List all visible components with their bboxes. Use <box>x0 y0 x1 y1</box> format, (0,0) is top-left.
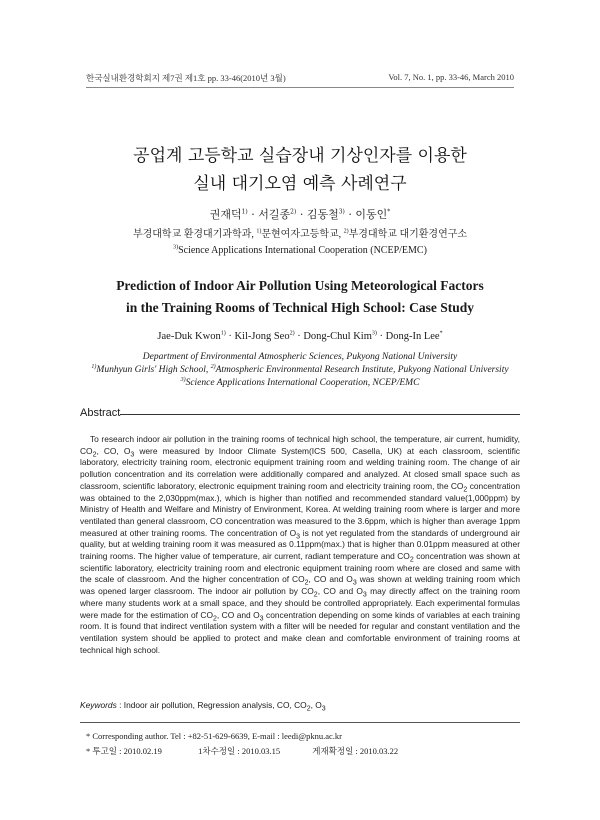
english-author-name: Jae-Duk Kwon <box>157 331 221 342</box>
author-separator: · <box>296 208 307 221</box>
affiliation-mark: 2) <box>343 228 349 235</box>
subscript: 2 <box>304 580 309 588</box>
author-mark: 3) <box>338 208 345 216</box>
korean-affiliation-line-1 <box>0 227 600 243</box>
accepted-date: 게재확정일 : 2010.03.22 <box>312 746 399 756</box>
subscript: 2 <box>306 705 311 713</box>
author-separator: · <box>294 331 304 342</box>
revised-date: 1차수정일 : 2010.03.15 <box>198 746 281 756</box>
submission-dates-footnote <box>86 745 398 757</box>
subscript: 3 <box>259 615 264 623</box>
keywords-label: Keywords <box>80 700 117 710</box>
subscript: 3 <box>362 591 367 599</box>
korean-title-line-2: 실내 대기오염 예측 사례연구 <box>193 174 407 194</box>
korean-authors <box>0 206 600 222</box>
abstract-heading <box>80 407 520 421</box>
abstract-text: may directly affect on the training room where many students work at a small space, and they should be controlled appropriately. Each experimental formulas were made for the estimation of CO <box>80 586 521 620</box>
abstract-text: , CO and O <box>308 574 353 585</box>
author-mark: 2) <box>290 208 297 216</box>
english-author-name: Dong-Chul Kim <box>303 331 372 342</box>
subscript: 2 <box>313 591 318 599</box>
affiliation-text: Science Applications International Cooperation, NCEP/EMC <box>185 378 420 388</box>
korean-affiliation-line-2 <box>0 243 600 259</box>
subscript: 3 <box>296 533 301 541</box>
english-affiliation-line-1: Department of Environmental Atmospheric Sciences, Pukyong National University <box>142 352 458 362</box>
abstract-divider <box>120 414 520 415</box>
english-author-name: Kil-Jong Seo <box>234 331 290 342</box>
author-mark: 2) <box>289 330 295 337</box>
abstract-text: is not yet regulated from the standards of underground air quality, but at welding training room it was measured as 0.11ppm(max.) that is higher than 0.01ppm measured at other training rooms. The higher value of temperature, air current, radiant temperature and CO <box>80 527 520 562</box>
abstract-text: was shown at welding training room which was opened larger classroom. The indoor air pollution by CO <box>80 574 520 597</box>
subscript: 2 <box>463 486 468 494</box>
author-mark: * <box>439 330 443 337</box>
korean-title <box>0 142 600 198</box>
author-separator: · <box>376 331 386 342</box>
korean-title-line-1: 공업계 고등학교 실습장내 기상인자를 이용한 <box>133 146 467 166</box>
subscript: 2 <box>212 615 217 623</box>
footnote-divider <box>80 722 520 723</box>
affiliation-mark: 1) <box>91 363 97 370</box>
received-date: * 투고일 : 2010.02.19 <box>86 746 162 756</box>
korean-author-name: 이동인 <box>355 208 388 221</box>
subscript: 2 <box>92 451 97 459</box>
english-affiliation-line-3 <box>0 377 600 390</box>
affiliation-text: 부경대학교 환경대기과학과, <box>132 229 257 240</box>
affiliation-text: 부경대학교 대기환경연구소 <box>348 229 468 240</box>
corresponding-author-footnote: * Corresponding author. Tel : +82-51-629-6639, E-mail : leedi@pknu.ac.kr <box>86 731 342 741</box>
abstract-text: concentration was obtained to the 2,030ppm(max.), which is higher than notified and recommended standard value(1,000ppm) by Ministry of Health and Welfare and Ministry of Environment, Korea. At welding training room where is larger and more ventilated than general classroom, CO concentration was measured to the 3.6ppm, which is higher than average 1ppm measured at other training rooms. The concentration of O <box>80 480 520 538</box>
abstract-text: were measured by Indoor Climate System(ICS 500, Casella, UK) at each classroom, scientific laboratory, electricity training room, electronic equipment training room and welding training room. The change of air pollution concentration and its correlation were additionally compared and analyzed. At closed small space such as classroom, scientific laboratory, electronic equipment training room and electricity training room, the CO <box>80 445 520 491</box>
korean-author-name: 김동철 <box>306 208 339 221</box>
affiliation-text: 문현여자고등학교, <box>261 229 344 240</box>
affiliation-text: Atmospheric Environmental Research Institute, Pukyong National University <box>215 365 509 375</box>
english-author-name: Dong-In Lee <box>385 331 440 342</box>
subscript: 2 <box>409 556 414 564</box>
abstract-text: , CO and O <box>216 609 260 620</box>
abstract-label: Abstract <box>80 407 123 419</box>
korean-author-name: 권재덕 <box>209 208 242 221</box>
english-affiliations <box>0 351 600 390</box>
author-mark: 1) <box>220 330 226 337</box>
english-title <box>0 275 600 319</box>
english-title-line-1: Prediction of Indoor Air Pollution Using Meteorological Factors <box>116 278 484 293</box>
journal-header-korean: 한국실내환경학회지 제7권 제1호 pp. 33-46(2010년 3월) <box>86 73 286 83</box>
affiliation-text: Science Applications International Cooperation (NCEP/EMC) <box>178 245 427 256</box>
affiliation-mark: 1) <box>256 228 262 235</box>
keywords-text: , O <box>310 700 322 710</box>
korean-author-name: 서길종 <box>258 208 291 221</box>
keywords <box>80 700 520 713</box>
english-title-line-2: in the Training Rooms of Technical High School: Case Study <box>126 300 474 315</box>
english-affiliation-line-2 <box>0 364 600 377</box>
author-separator: · <box>247 208 259 221</box>
subscript: 3 <box>130 451 135 459</box>
author-mark: 3) <box>371 330 377 337</box>
affiliation-mark: 3) <box>180 376 186 383</box>
abstract-body <box>80 434 520 656</box>
subscript: 3 <box>352 580 357 588</box>
subscript: 3 <box>321 705 326 713</box>
author-separator: · <box>225 331 235 342</box>
english-authors <box>0 331 600 342</box>
abstract-text: concentration was shown at scientific laboratory, electricity training room and electronic equipment training room where are closed and same with the scale of classroom. And the higher concentration of CO <box>80 551 520 585</box>
author-mark: 1) <box>241 208 248 216</box>
header-divider <box>86 87 514 88</box>
author-mark: * <box>387 208 391 216</box>
abstract-text: To research indoor air pollution in the training rooms of technical high school, the temperature, air current, humidity, CO <box>80 434 520 456</box>
keywords-text: : Indoor air pollution, Regression analysis, CO, CO <box>116 700 307 710</box>
abstract-text: concentration depending on some kinds of variables at each training room. It is found that indirect ventilation system with a filter will be needed for regular and constant ventilation and the ventilation system should be applied to protect and make clean and comfortable environment of training rooms at technical high school. <box>80 609 520 655</box>
affiliation-mark: 2) <box>210 363 216 370</box>
affiliation-mark: 3) <box>173 244 179 251</box>
affiliation-text: Munhyun Girls' High School, <box>96 365 211 375</box>
journal-header-english: Vol. 7, No. 1, pp. 33-46, March 2010 <box>388 72 514 82</box>
korean-affiliations <box>0 227 600 259</box>
abstract-text: , CO and O <box>317 586 363 597</box>
abstract-text: , CO, O <box>96 445 131 456</box>
author-separator: · <box>344 208 356 221</box>
